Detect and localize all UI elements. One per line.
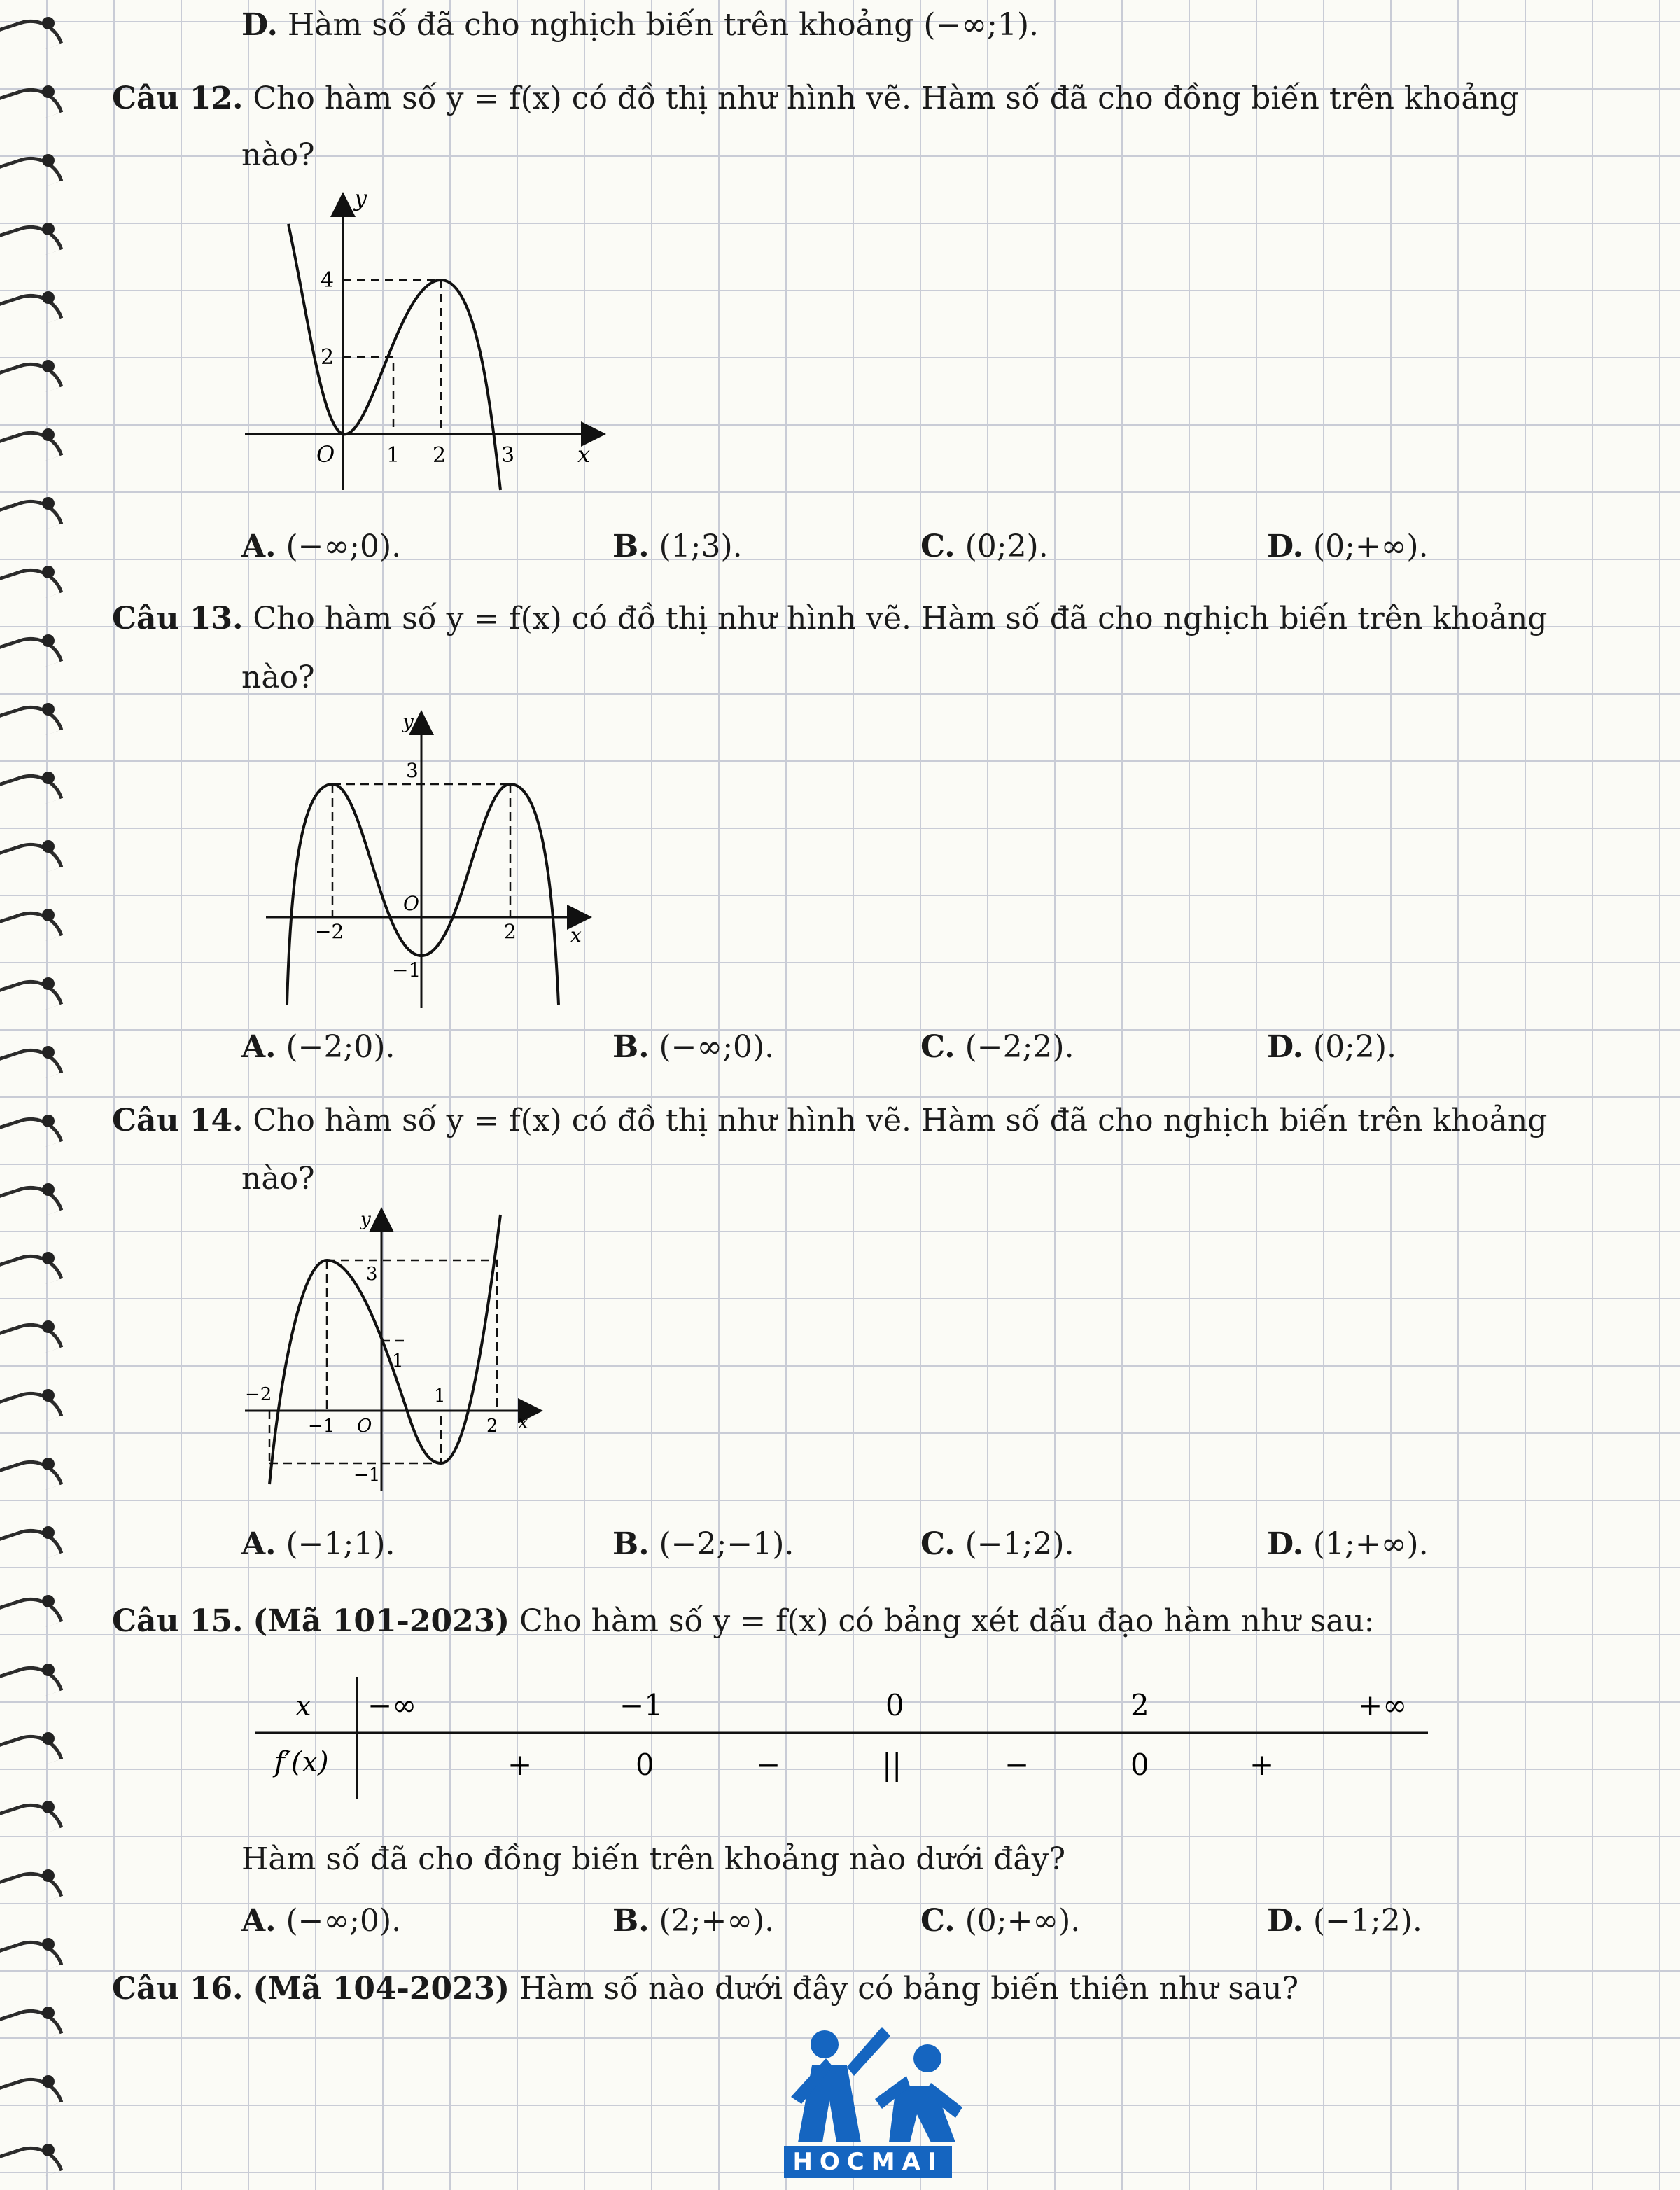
origin-label: O [403,892,419,915]
spiral-ring [0,1657,63,1710]
x-label: x [570,923,582,947]
spiral-ring [0,2069,63,2121]
spiral-ring [0,1314,63,1367]
q15-stem: Câu 15. (Mã 101-2023) Cho hàm số y = f(x) có bảng xét dấu đạo hàm như sau: [112,1603,1375,1639]
spiral-hole [42,1252,55,1264]
table-row-x-head: x [295,1690,312,1722]
spiral-ring [0,285,63,337]
y-label: y [402,710,414,733]
spiral-ring [0,1589,63,1641]
spiral-ring [0,1726,63,1778]
spiral-ring [0,1794,63,1847]
tick-xm2: −2 [315,920,344,943]
spiral-ring [0,148,63,200]
spiral-ring [0,422,63,475]
spiral-hole [42,772,55,784]
q14-graph [238,1204,553,1498]
spiral-hole [42,909,55,921]
q15-option-c[interactable]: C. (0;+∞). [920,1903,1081,1939]
spiral-binding [0,0,63,2185]
spiral-ring [0,971,63,1024]
q12-graph [238,189,616,497]
x-value: +∞ [1358,1688,1408,1722]
spiral-hole [42,703,55,716]
spiral-ring [0,1246,63,1298]
spiral-hole [42,1664,55,1676]
spiral-hole [42,223,55,235]
q15-sign-table [252,1673,1442,1806]
spiral-hole [42,634,55,647]
spiral-ring [0,697,63,749]
spiral-hole [42,1801,55,1813]
sign: − [756,1748,781,1782]
spiral-hole [42,1458,55,1470]
function-curve [270,1215,500,1484]
q14-option-c[interactable]: C. (−1;2). [920,1526,1074,1562]
spiral-hole [42,566,55,578]
spiral-hole [42,1732,55,1745]
spiral-ring [0,1108,63,1161]
spiral-hole [42,1526,55,1539]
spiral-ring [0,354,63,406]
spiral-hole [42,428,55,441]
spiral-hole [42,2007,55,2019]
q12-stem-2: nào? [241,137,315,173]
spiral-hole [42,17,55,29]
q13-option-c[interactable]: C. (−2;2). [920,1029,1074,1065]
x-value: −1 [620,1688,663,1722]
spiral-ring [0,11,63,63]
q16-stem: Câu 16. (Mã 104-2023) Hàm số nào dưới đây có bảng biến thiên như sau? [112,1971,1299,2007]
q13-option-a[interactable]: A. (−2;0). [241,1029,396,1065]
origin-label: O [357,1416,372,1437]
spiral-ring [0,559,63,612]
spiral-hole [42,2144,55,2156]
spiral-ring [0,1520,63,1572]
logo-figures-icon [784,2016,966,2149]
x-value: −∞ [368,1688,417,1722]
spiral-ring [0,834,63,886]
spiral-hole [42,840,55,853]
q13-stem-2: nào? [241,660,315,695]
q14-option-b[interactable]: B. (−2;−1). [612,1526,794,1562]
spiral-ring [0,491,63,543]
q15-question: Hàm số đã cho đồng biến trên khoảng nào dưới đây? [241,1841,1066,1877]
spiral-hole [42,291,55,304]
x-label: x [578,441,591,468]
q12-option-a[interactable]: A. (−∞;0). [241,529,402,564]
spiral-hole [42,1115,55,1127]
spiral-hole [42,497,55,510]
spiral-hole [42,1389,55,1402]
spiral-hole [42,1320,55,1333]
tick-x2: 2 [504,920,517,943]
tick-ym1: −1 [392,958,421,982]
q13-stem: Câu 13. Cho hàm số y = f(x) có đồ thị như hình vẽ. Hàm số đã cho nghịch biến trên khoảng [112,601,1548,636]
spiral-ring [0,2000,63,2053]
q15-option-b[interactable]: B. (2;+∞). [612,1903,775,1939]
origin-label: O [316,441,335,468]
spiral-hole [42,1938,55,1951]
spiral-ring [0,1863,63,1916]
q13-graph [259,707,595,1015]
q14-stem: Câu 14. Cho hàm số y = f(x) có đồ thị như hình vẽ. Hàm số đã cho nghịch biến trên khoảng [112,1103,1548,1138]
spiral-hole [42,85,55,98]
tick-x3: 3 [501,443,515,468]
y-label: y [360,1209,371,1230]
spiral-ring [0,216,63,269]
tick-y2: 2 [321,345,335,370]
tick-x2: 2 [433,443,447,468]
spiral-ring [0,1451,63,1504]
spiral-hole [42,1046,55,1059]
tick-x1: 1 [386,443,400,468]
tick-ym1: −1 [354,1465,381,1486]
spiral-hole [42,360,55,372]
sign: 0 [1130,1748,1149,1782]
q15-option-d[interactable]: D. (−1;2). [1267,1903,1422,1939]
spiral-hole [42,1183,55,1196]
spiral-hole [42,1595,55,1607]
spiral-hole [42,154,55,167]
q14-stem-2: nào? [241,1161,315,1197]
tick-x1: 1 [434,1386,446,1407]
spiral-ring [0,902,63,955]
function-curve [287,784,559,1005]
spiral-ring [0,1383,63,1435]
spiral-ring [0,79,63,132]
tick-x2: 2 [486,1416,498,1437]
sign: || [882,1748,902,1782]
q12-stem: Câu 12. Cho hàm số y = f(x) có đồ thị như hình vẽ. Hàm số đã cho đồng biến trên khoảng [112,81,1520,116]
spiral-hole [42,977,55,990]
q12-option-c[interactable]: C. (0;2). [920,529,1049,564]
q14-option-a[interactable]: A. (−1;1). [241,1526,396,1562]
spiral-hole [42,1869,55,1882]
q13-option-b[interactable]: B. (−∞;0). [612,1029,775,1065]
top-option-d: D. Hàm số đã cho nghịch biến trên khoảng (−∞;1). [241,7,1040,43]
q15-option-a[interactable]: A. (−∞;0). [241,1903,402,1939]
logo-text: HOCMAI [784,2146,952,2178]
spiral-ring [0,765,63,818]
table-row-fprime-head: f′(x) [274,1746,329,1778]
q12-option-b[interactable]: B. (1;3). [612,529,743,564]
tick-y1: 1 [392,1351,404,1372]
tick-xm1: −1 [308,1416,335,1437]
tick-y3: 3 [406,759,419,782]
spiral-ring [0,1932,63,1984]
x-value: 0 [886,1688,904,1722]
x-label: x [518,1412,528,1433]
q12-option-d[interactable]: D. (0;+∞). [1267,529,1429,564]
x-value: 2 [1130,1688,1149,1722]
hocmai-logo [784,2016,966,2184]
spiral-hole [42,2075,55,2088]
tick-xm2: −2 [245,1384,272,1405]
sign: + [507,1748,533,1782]
sign: + [1250,1748,1275,1782]
tick-y3: 3 [366,1264,378,1285]
q14-option-d[interactable]: D. (1;+∞). [1267,1526,1429,1562]
sign: − [1004,1748,1030,1782]
y-label: y [354,189,368,211]
q13-option-d[interactable]: D. (0;2). [1267,1029,1397,1065]
spiral-ring [0,2137,63,2190]
spiral-ring [0,628,63,681]
tick-y4: 4 [321,268,335,293]
spiral-ring [0,1040,63,1092]
spiral-ring [0,1177,63,1229]
sign: 0 [636,1748,654,1782]
